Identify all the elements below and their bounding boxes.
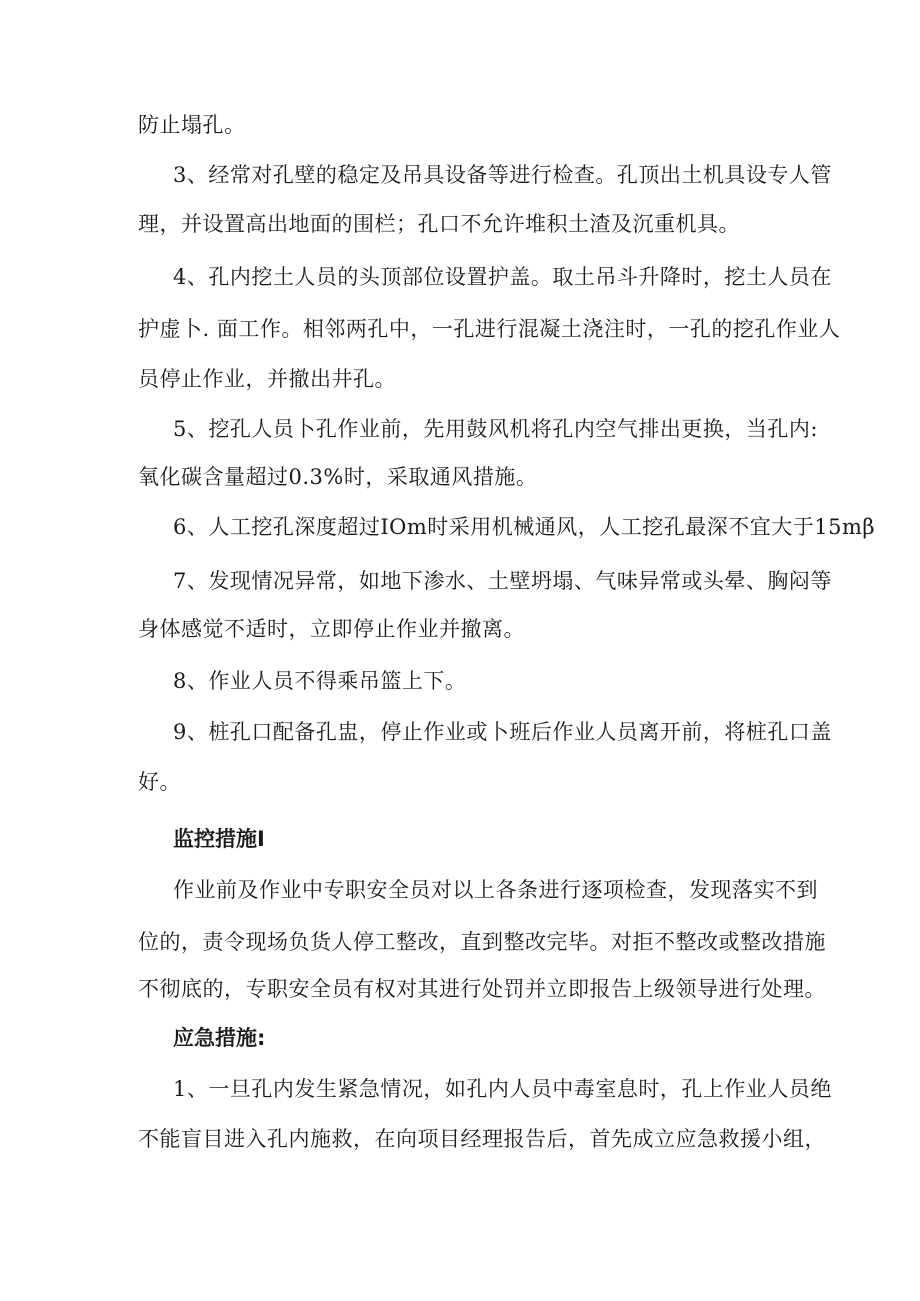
text-line: 9、桩孔口配备孔盅，停止作业或卜班后作业人员离开前，将桩孔口盖	[173, 720, 832, 744]
text-line: 不彻底的，专职安全员有权对其进行处罚并立即报告上级领导进行处理。	[138, 977, 826, 1001]
section-heading-emergency: 应急措施:	[173, 1026, 266, 1050]
text-line: 不能盲目进入孔内施救，在向项目经理报告后，首先成立应急救援小组，	[138, 1127, 826, 1151]
text-line: 理，并设置高出地面的围栏；孔口不允许堆积土渣及沉重机具。	[138, 212, 740, 236]
text-line: 员停止作业，并撤出井孔。	[138, 367, 396, 391]
text-line: 身体感觉不适时，立即停止作业并撤离。	[138, 617, 525, 641]
text-line: 4、孔内挖土人员的头顶部位设置护盖。取土吊斗升降时，挖土人员在	[173, 265, 832, 289]
text-line: 5、挖孔人员卜孔作业前，先用鼓风机将孔内空气排出更换，当孔内:	[173, 417, 818, 441]
text-line: 好。	[138, 770, 181, 794]
text-line: 防止塌孔。	[138, 113, 246, 137]
text-line: 3、经常对孔壁的稳定及吊具设备等进行检查。孔顶出土机具设专人管	[173, 163, 832, 187]
text-line: 1、一旦孔内发生紧急情况，如孔内人员中毒室息时，孔上作业人员绝	[173, 1077, 832, 1101]
text-line: 8、作业人员不得乘吊篮上下。	[173, 669, 467, 693]
section-heading-monitoring: 监控措施I	[173, 827, 265, 851]
text-line: 7、发现情况异常，如地下渗水、土壁坍塌、气味异常或头晕、胸闷等	[173, 569, 832, 593]
text-line: 6、人工挖孔深度超过IOm时采用机械通风，人工挖孔最深不宜大于15mβ	[173, 515, 876, 539]
text-line: 位的，责令现场负货人停工整改，直到整改完毕。对拒不整改或整改措施	[138, 930, 826, 954]
text-line: 作业前及作业中专职安全员对以上各条进行逐项检查，发现落实不到	[173, 878, 818, 902]
text-line: 护虚卜. 面工作。相邻两孔中，一孔进行混凝土浇注时，一孔的挖孔作业人	[138, 317, 841, 341]
text-line: 氧化碳含量超过0.3%时，采取通风措施。	[138, 465, 538, 489]
